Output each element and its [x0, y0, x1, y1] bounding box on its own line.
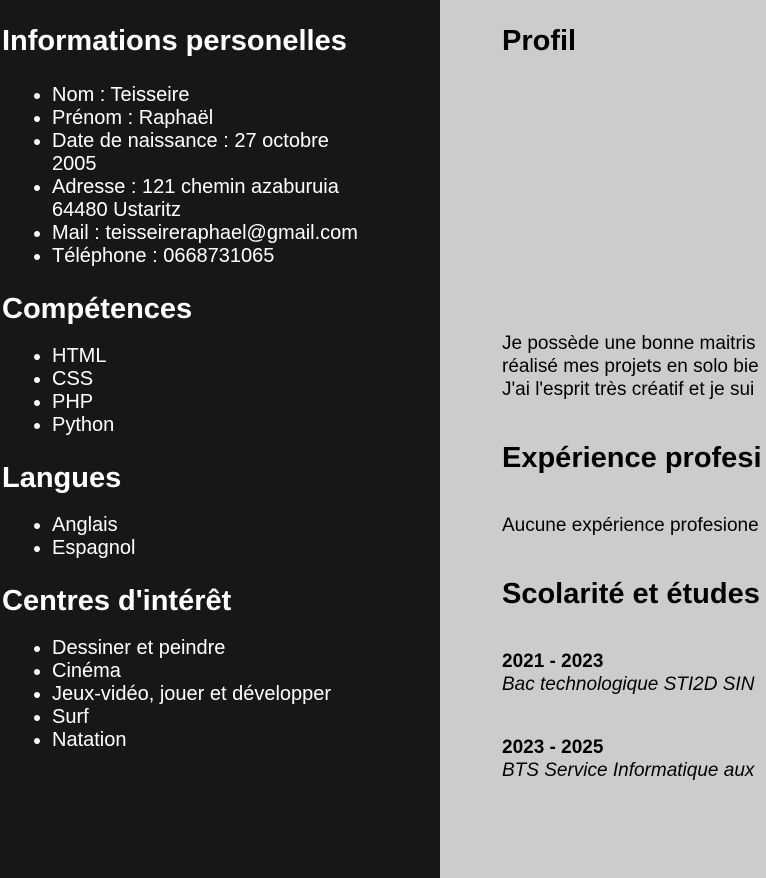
experience-text: Aucune expérience profesione	[502, 515, 759, 536]
list-item: • Nom : Teisseire	[52, 84, 372, 107]
profile-text	[502, 332, 766, 401]
list-item: • Date de naissance : 27 octobre 2005	[52, 130, 372, 176]
education-entry	[502, 736, 766, 782]
personal-info-heading: Informations personelles	[2, 25, 347, 57]
list-item: • Natation	[52, 729, 372, 752]
education-heading: Scolarité et études	[502, 578, 760, 610]
list-item: • HTML	[52, 345, 372, 368]
education-years: 2023 - 2025	[502, 737, 604, 758]
list-item: • Prénom : Raphaël	[52, 107, 372, 130]
languages-list	[2, 514, 440, 560]
list-item: • PHP	[52, 391, 372, 414]
main-content	[440, 0, 766, 878]
list-item: • Surf	[52, 706, 372, 729]
interests-list	[2, 637, 440, 752]
profile-heading: Profil	[502, 25, 577, 57]
list-item: • Adresse : 121 chemin azaburuia 64480 Ustaritz	[52, 176, 372, 222]
list-item: • Mail : teisseireraphael@gmail.com	[52, 222, 372, 245]
languages-heading: Langues	[2, 462, 122, 494]
profile-line: Je possède une bonne maitris	[502, 333, 756, 354]
list-item: • Téléphone : 0668731065	[52, 245, 372, 268]
list-item: • Jeux-vidéo, jouer et développer	[52, 683, 372, 706]
education-degree: Bac technologique STI2D SIN	[502, 674, 755, 695]
profile-line: J'ai l'esprit très créatif et je sui	[502, 379, 755, 400]
list-item: • Dessiner et peindre	[52, 637, 372, 660]
skills-heading: Compétences	[2, 293, 193, 325]
list-item: • Anglais	[52, 514, 372, 537]
education-entry	[502, 650, 766, 696]
list-item: • CSS	[52, 368, 372, 391]
education-years: 2021 - 2023	[502, 651, 604, 672]
list-item: • Python	[52, 414, 372, 437]
personal-info-list	[2, 84, 440, 268]
interests-heading: Centres d'intérêt	[2, 585, 232, 617]
education-degree: BTS Service Informatique aux	[502, 760, 755, 781]
experience-heading: Expérience profesi	[502, 442, 762, 474]
list-item: • Cinéma	[52, 660, 372, 683]
skills-list	[2, 345, 440, 437]
profile-line: réalisé mes projets en solo bie	[502, 356, 759, 377]
list-item: • Espagnol	[52, 537, 372, 560]
